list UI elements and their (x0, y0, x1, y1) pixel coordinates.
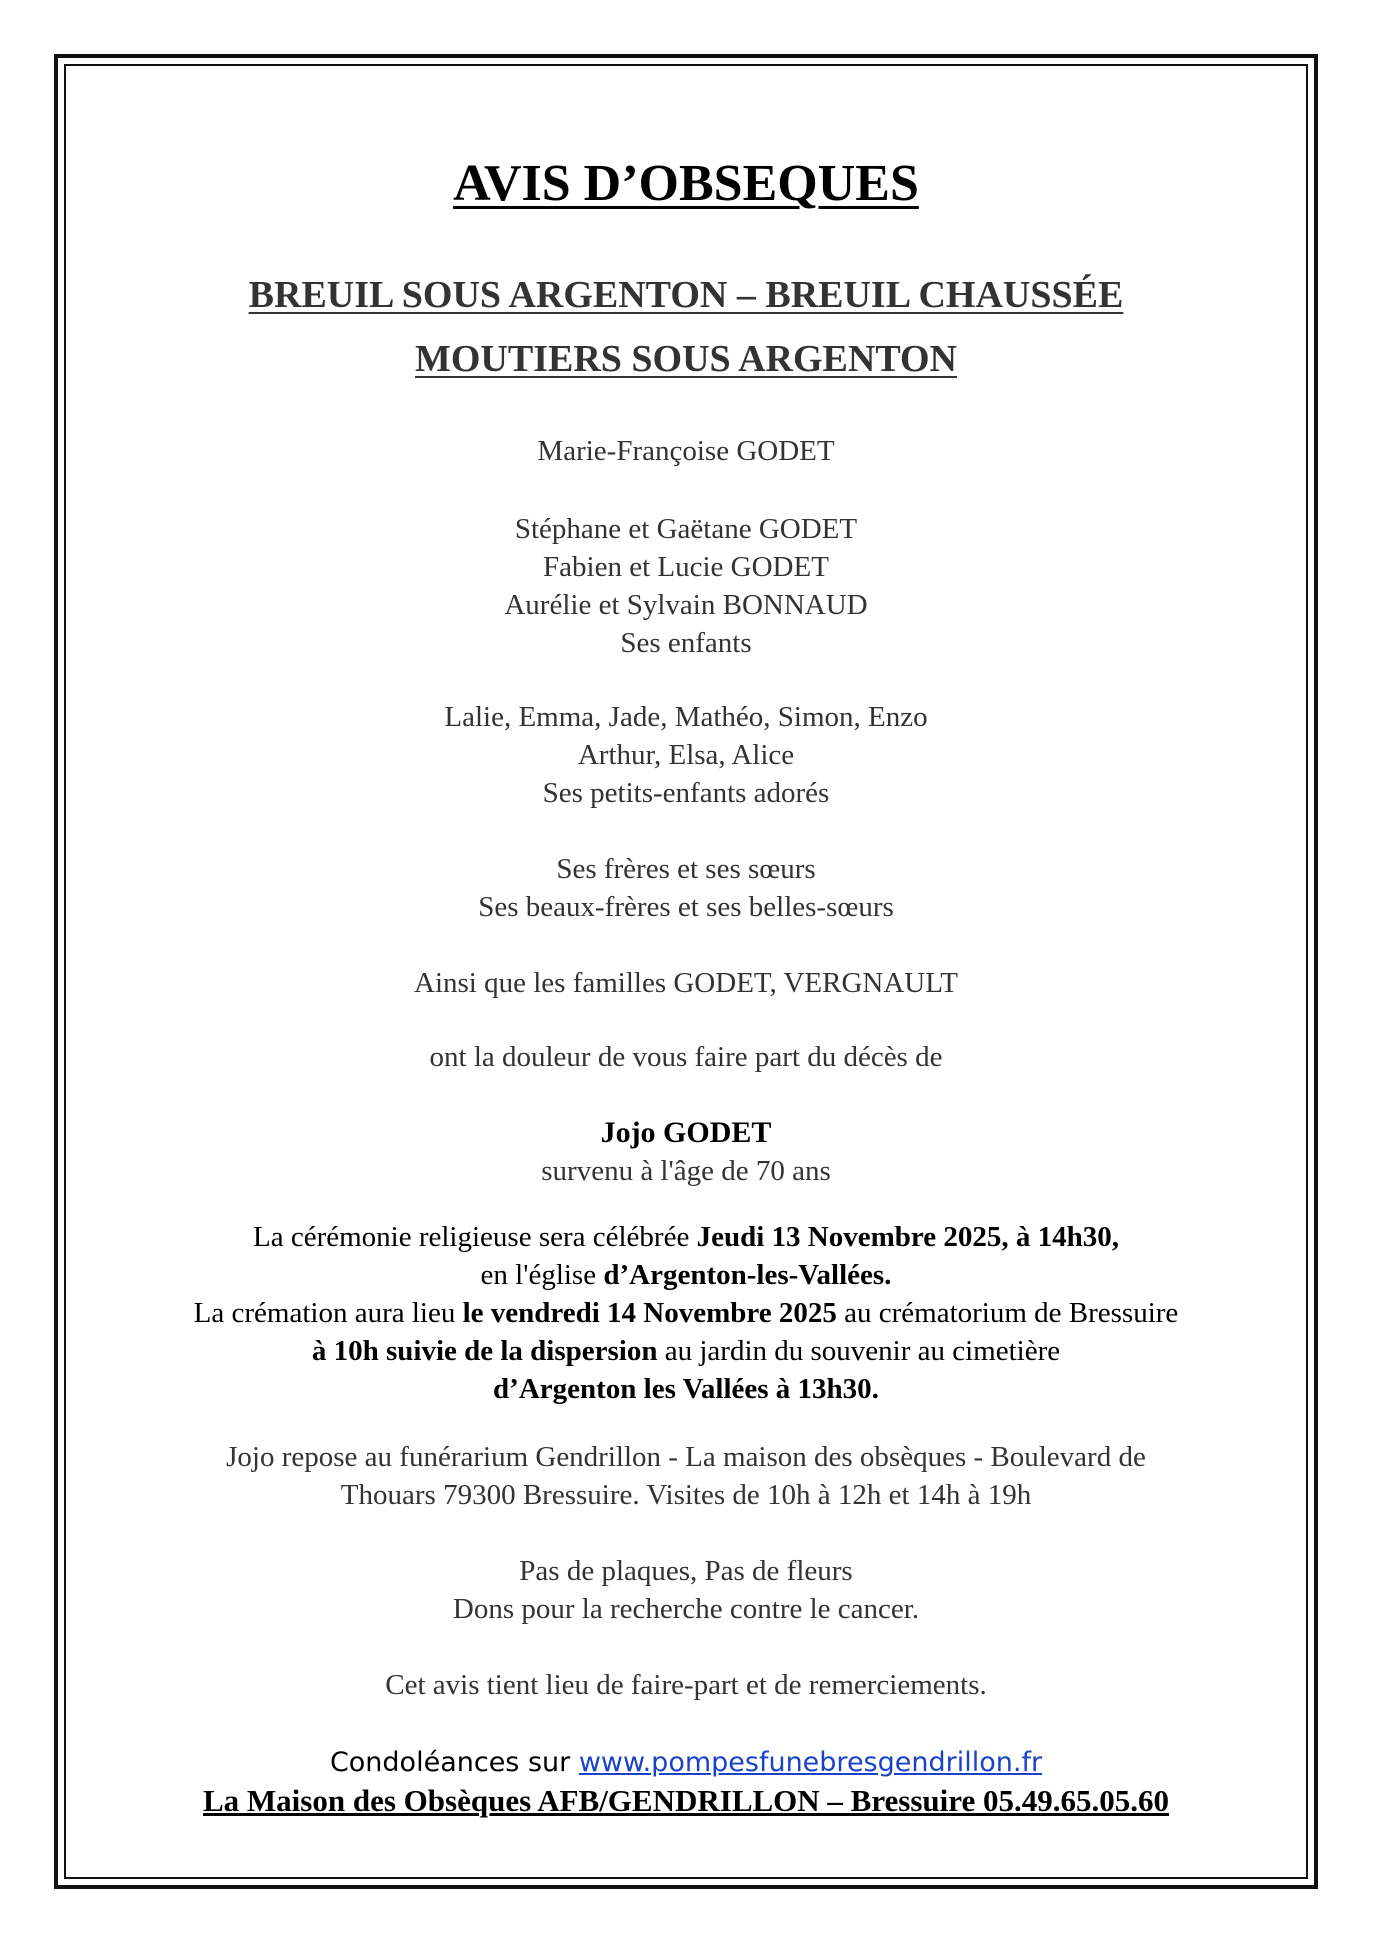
location-line-1: BREUIL SOUS ARGENTON – BREUIL CHAUSSÉE (248, 274, 1124, 316)
ceremony-line-1 (70, 1218, 1302, 1256)
obituary-notice (70, 70, 1302, 1870)
siblings-line-1: Ses frères et ses sœurs (556, 853, 816, 885)
ceremony-text: en l'église (480, 1259, 604, 1291)
grandchildren-line-2: Arthur, Elsa, Alice (577, 739, 795, 771)
child-name: Stéphane et Gaëtane GODET (514, 513, 858, 545)
condolences-text: Condoléances sur (329, 1747, 579, 1778)
dispersion-time: à 10h suivie de la dispersion (311, 1335, 658, 1367)
rest-line-2: Thouars 79300 Bressuire. Visites de 10h à 12h et 14h à 19h (340, 1479, 1032, 1511)
deceased-age: survenu à l'âge de 70 ans (541, 1155, 831, 1187)
footer-funeral-home: La Maison des Obsèques AFB/GENDRILLON – Bressuire 05.49.65.05.60 (203, 1783, 1169, 1818)
condolences-link[interactable]: www.pompesfunebresgendrillon.fr (578, 1747, 1043, 1778)
cremation-date: le vendredi 14 Novembre 2025 (462, 1297, 837, 1329)
spouse-name: Marie-Françoise GODET (537, 435, 835, 467)
ceremony-line-2 (70, 1256, 1302, 1294)
siblings-line-2: Ses beaux-frères et ses belles-sœurs (478, 891, 894, 923)
cremation-text: La crémation aura lieu (193, 1297, 463, 1329)
notice-line: Cet avis tient lieu de faire-part et de remerciements. (385, 1669, 987, 1701)
dispersion-text: au jardin du souvenir au cimetière (657, 1335, 1061, 1367)
page-title: AVIS D’OBSEQUES (453, 155, 919, 212)
ceremony-text: La cérémonie religieuse sera célébrée (253, 1221, 697, 1253)
families-line: Ainsi que les familles GODET, VERGNAULT (414, 967, 958, 999)
grandchildren-label: Ses petits-enfants adorés (542, 777, 830, 809)
deceased-name: Jojo GODET (600, 1116, 772, 1149)
children-label: Ses enfants (620, 627, 752, 659)
location-line-2: MOUTIERS SOUS ARGENTON (415, 338, 957, 380)
ceremony-place: d’Argenton-les-Vallées. (603, 1259, 892, 1291)
cremation-line-1 (70, 1294, 1302, 1332)
grandchildren-line-1: Lalie, Emma, Jade, Mathéo, Simon, Enzo (444, 701, 928, 733)
dispersion-place: d’Argenton les Vallées à 13h30. (493, 1373, 879, 1405)
child-name: Fabien et Lucie GODET (543, 551, 829, 583)
cremation-line-2 (70, 1332, 1302, 1370)
cremation-text: au crématorium de Bressuire (836, 1297, 1179, 1329)
child-name: Aurélie et Sylvain BONNAUD (504, 589, 868, 621)
rest-line-1: Jojo repose au funérarium Gendrillon - La maison des obsèques - Boulevard de (226, 1441, 1146, 1473)
wishes-line-2: Dons pour la recherche contre le cancer. (452, 1593, 920, 1625)
ceremony-date: Jeudi 13 Novembre 2025, à 14h30, (696, 1221, 1119, 1253)
wishes-line-1: Pas de plaques, Pas de fleurs (519, 1555, 853, 1587)
announcement-line: ont la douleur de vous faire part du décès de (429, 1041, 943, 1073)
condolences-line (70, 1744, 1302, 1782)
